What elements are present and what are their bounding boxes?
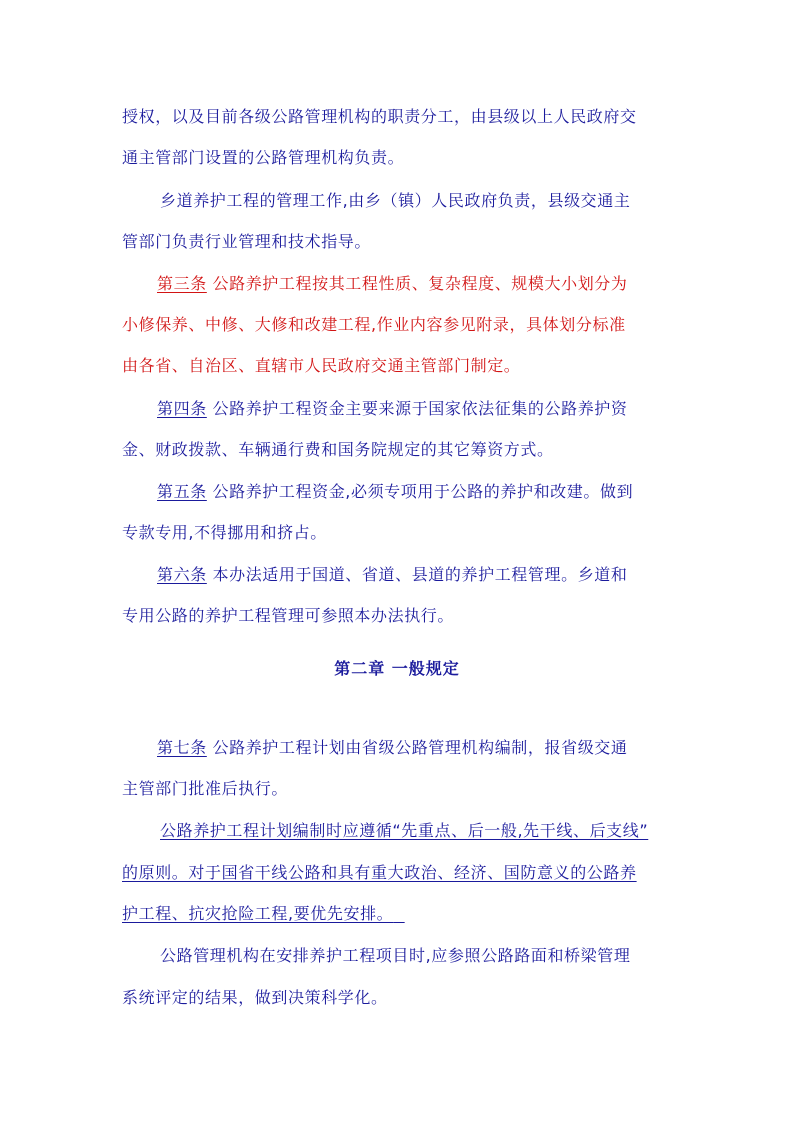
paragraph-line [122,779,288,799]
article-4-line [157,399,628,419]
paragraph-line [122,107,637,127]
article-label[interactable]: 第五条 [157,482,207,501]
line-text: 专用公路的养护工程管理可参照本办法执行。 [122,606,455,625]
line-text: 专款专用,不得挪用和挤占。 [122,523,327,542]
underlined-paragraph-line [160,821,648,841]
line-text: 由各省、自治区、直辖市人民政府交通主管部门制定。 [122,356,521,375]
line-text: 小修保养、中修、大修和改建工程,作业内容参见附录，具体划分标准 [122,315,626,334]
chapter-heading: 第二章 一般规定 [334,659,460,678]
article-3-line [157,274,628,294]
article-label[interactable]: 第七条 [157,738,207,757]
paragraph-line [122,988,388,1008]
line-text: 公路养护工程资金主要来源于国家依法征集的公路养护资 [212,399,628,418]
underlined-paragraph-line [122,904,405,924]
line-text: 公路养护工程计划编制时应遵循“先重点、后一般,先干线、后支线” [160,821,649,840]
line-text: 护工程、抗灾抢险工程,要优先安排。 [122,904,394,923]
underlined-paragraph-line [122,863,637,883]
paragraph-line [122,523,327,543]
article-6-line [157,565,628,585]
paragraph-line [122,440,554,460]
line-text: 公路养护工程按其工程性质、复杂程度、规模大小划分为 [212,274,628,293]
paragraph-line [160,191,631,211]
line-text: 公路养护工程计划由省级公路管理机构编制，报省级交通 [212,738,628,757]
line-text: 乡道养护工程的管理工作,由乡（镇）人民政府负责，县级交通主 [160,191,631,210]
paragraph-line [122,356,520,376]
paragraph-line [122,315,626,335]
paragraph-line [122,148,404,168]
line-text: 管部门负责行业管理和技术指导。 [122,232,372,251]
line-text: 本办法适用于国道、省道、县道的养护工程管理。乡道和 [212,565,628,584]
article-label[interactable]: 第六条 [157,565,207,584]
article-7-line [157,738,628,758]
line-text: 公路管理机构在安排养护工程项目时,应参照公路路面和桥梁管理 [160,946,631,965]
line-text: 系统评定的结果，做到决策科学化。 [122,988,388,1007]
trailing-underline-space [393,904,404,923]
paragraph-line [122,606,454,626]
line-text: 金、财政拨款、车辆通行费和国务院规定的其它筹资方式。 [122,440,554,459]
article-5-line [157,482,633,502]
line-text: 通主管部门设置的公路管理机构负责。 [122,148,405,167]
line-text: 公路养护工程资金,必须专项用于公路的养护和改建。做到 [212,482,634,501]
paragraph-line [160,946,631,966]
paragraph-line [122,232,371,252]
line-text: 主管部门批准后执行。 [122,779,289,798]
article-label[interactable]: 第三条 [157,274,207,293]
article-label[interactable]: 第四条 [157,399,207,418]
line-text: 授权，以及目前各级公路管理机构的职责分工，由县级以上人民政府交 [122,107,637,126]
line-text: 的原则。对于国省干线公路和具有重大政治、经济、国防意义的公路养 [122,863,637,882]
